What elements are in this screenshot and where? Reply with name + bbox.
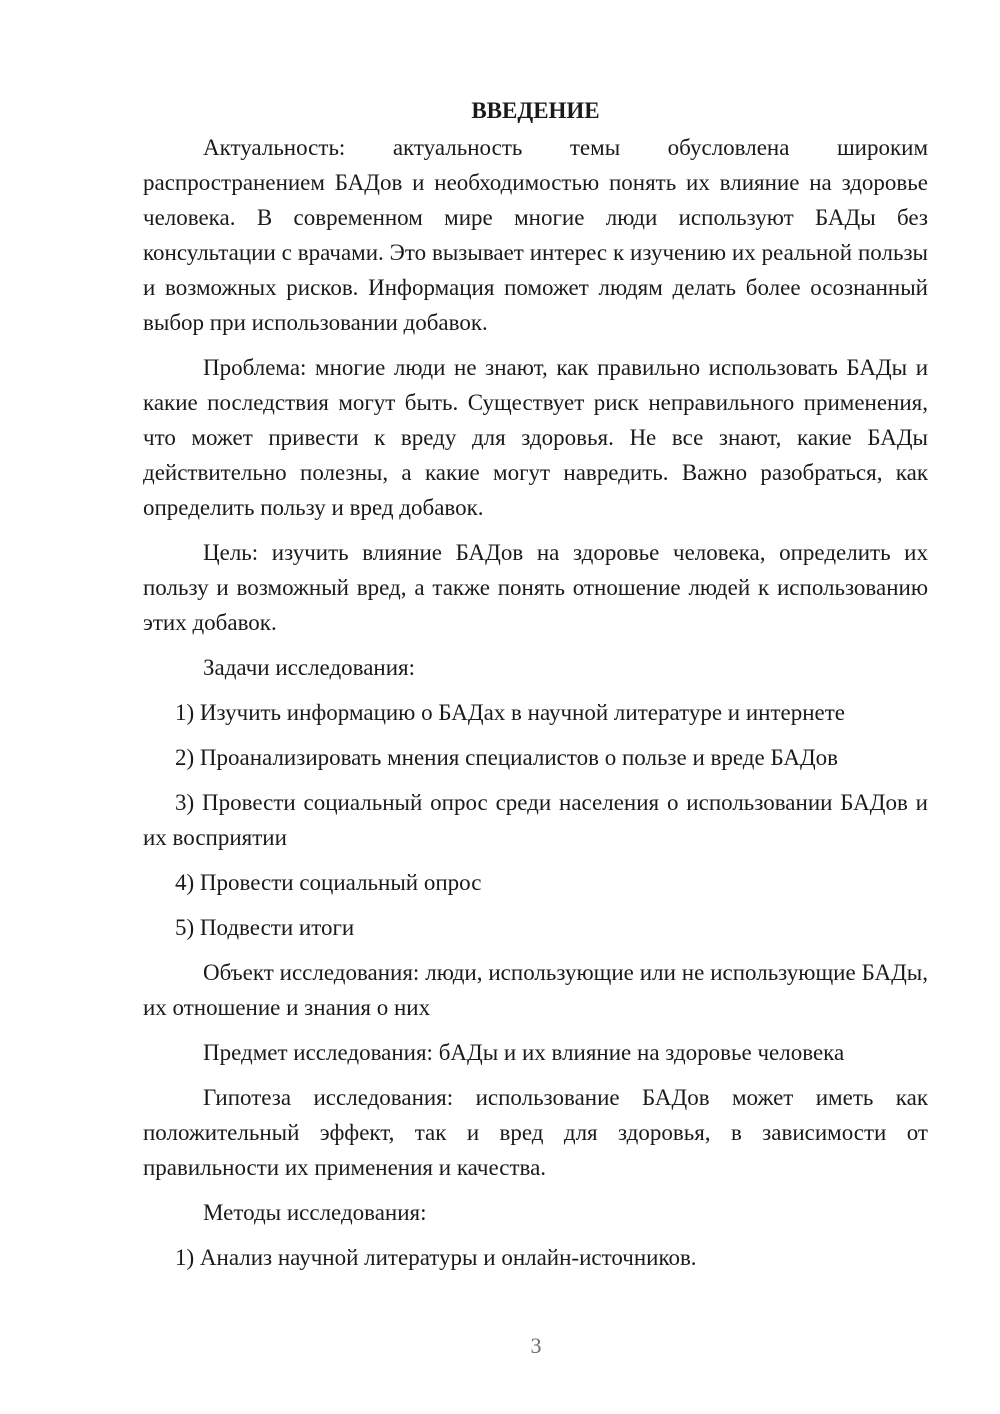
task-item: 2) Проанализировать мнения специалистов о пользе и вреде БАДов	[175, 745, 839, 770]
methods-heading: Методы исследования:	[203, 1200, 427, 1225]
page-number: 3	[530, 1333, 542, 1358]
page-content	[143, 93, 928, 1285]
subject-paragraph: Предмет исследования: бАДы и их влияние на здоровье человека	[203, 1040, 845, 1065]
section-heading: ВВЕДЕНИЕ	[471, 98, 600, 123]
task-item: 4) Провести социальный опрос	[175, 870, 482, 895]
relevance-paragraph: Актуальность: актуальность темы обусловлена широким распространением БАДов и необходимостью понять их влияние на здоровье человека. В современном мире многие люди используют БАДы без консультации с врачами. Это вызывает интерес к изучению их реальной пользы и возможных рисков. Информация поможет людям делать более осознанный выбор при использовании добавок.	[143, 135, 928, 335]
object-paragraph: Объект исследования: люди, использующие или не использующие БАДы, их отношение и знания о них	[143, 960, 928, 1020]
task-item: 5) Подвести итоги	[175, 915, 355, 940]
method-item: 1) Анализ научной литературы и онлайн-источников.	[175, 1245, 697, 1270]
problem-paragraph: Проблема: многие люди не знают, как правильно использовать БАДы и какие последствия могут быть. Существует риск неправильного применения, что может привести к вреду для здоровья. Не все знают, какие БАДы действительно полезны, а какие могут навредить. Важно разобраться, как определить пользу и вред добавок.	[143, 355, 928, 520]
task-item: 1) Изучить информацию о БАДах в научной литературе и интернете	[175, 700, 845, 725]
tasks-heading: Задачи исследования:	[203, 655, 416, 680]
hypothesis-paragraph: Гипотеза исследования: использование БАДов может иметь как положительный эффект, так и вред для здоровья, в зависимости от правильности их применения и качества.	[143, 1085, 928, 1180]
task-item: 3) Провести социальный опрос среди населения о использовании БАДов и их восприятии	[143, 790, 928, 850]
goal-paragraph: Цель: изучить влияние БАДов на здоровье человека, определить их пользу и возможный вред, а также понять отношение людей к использованию этих добавок.	[143, 540, 928, 635]
